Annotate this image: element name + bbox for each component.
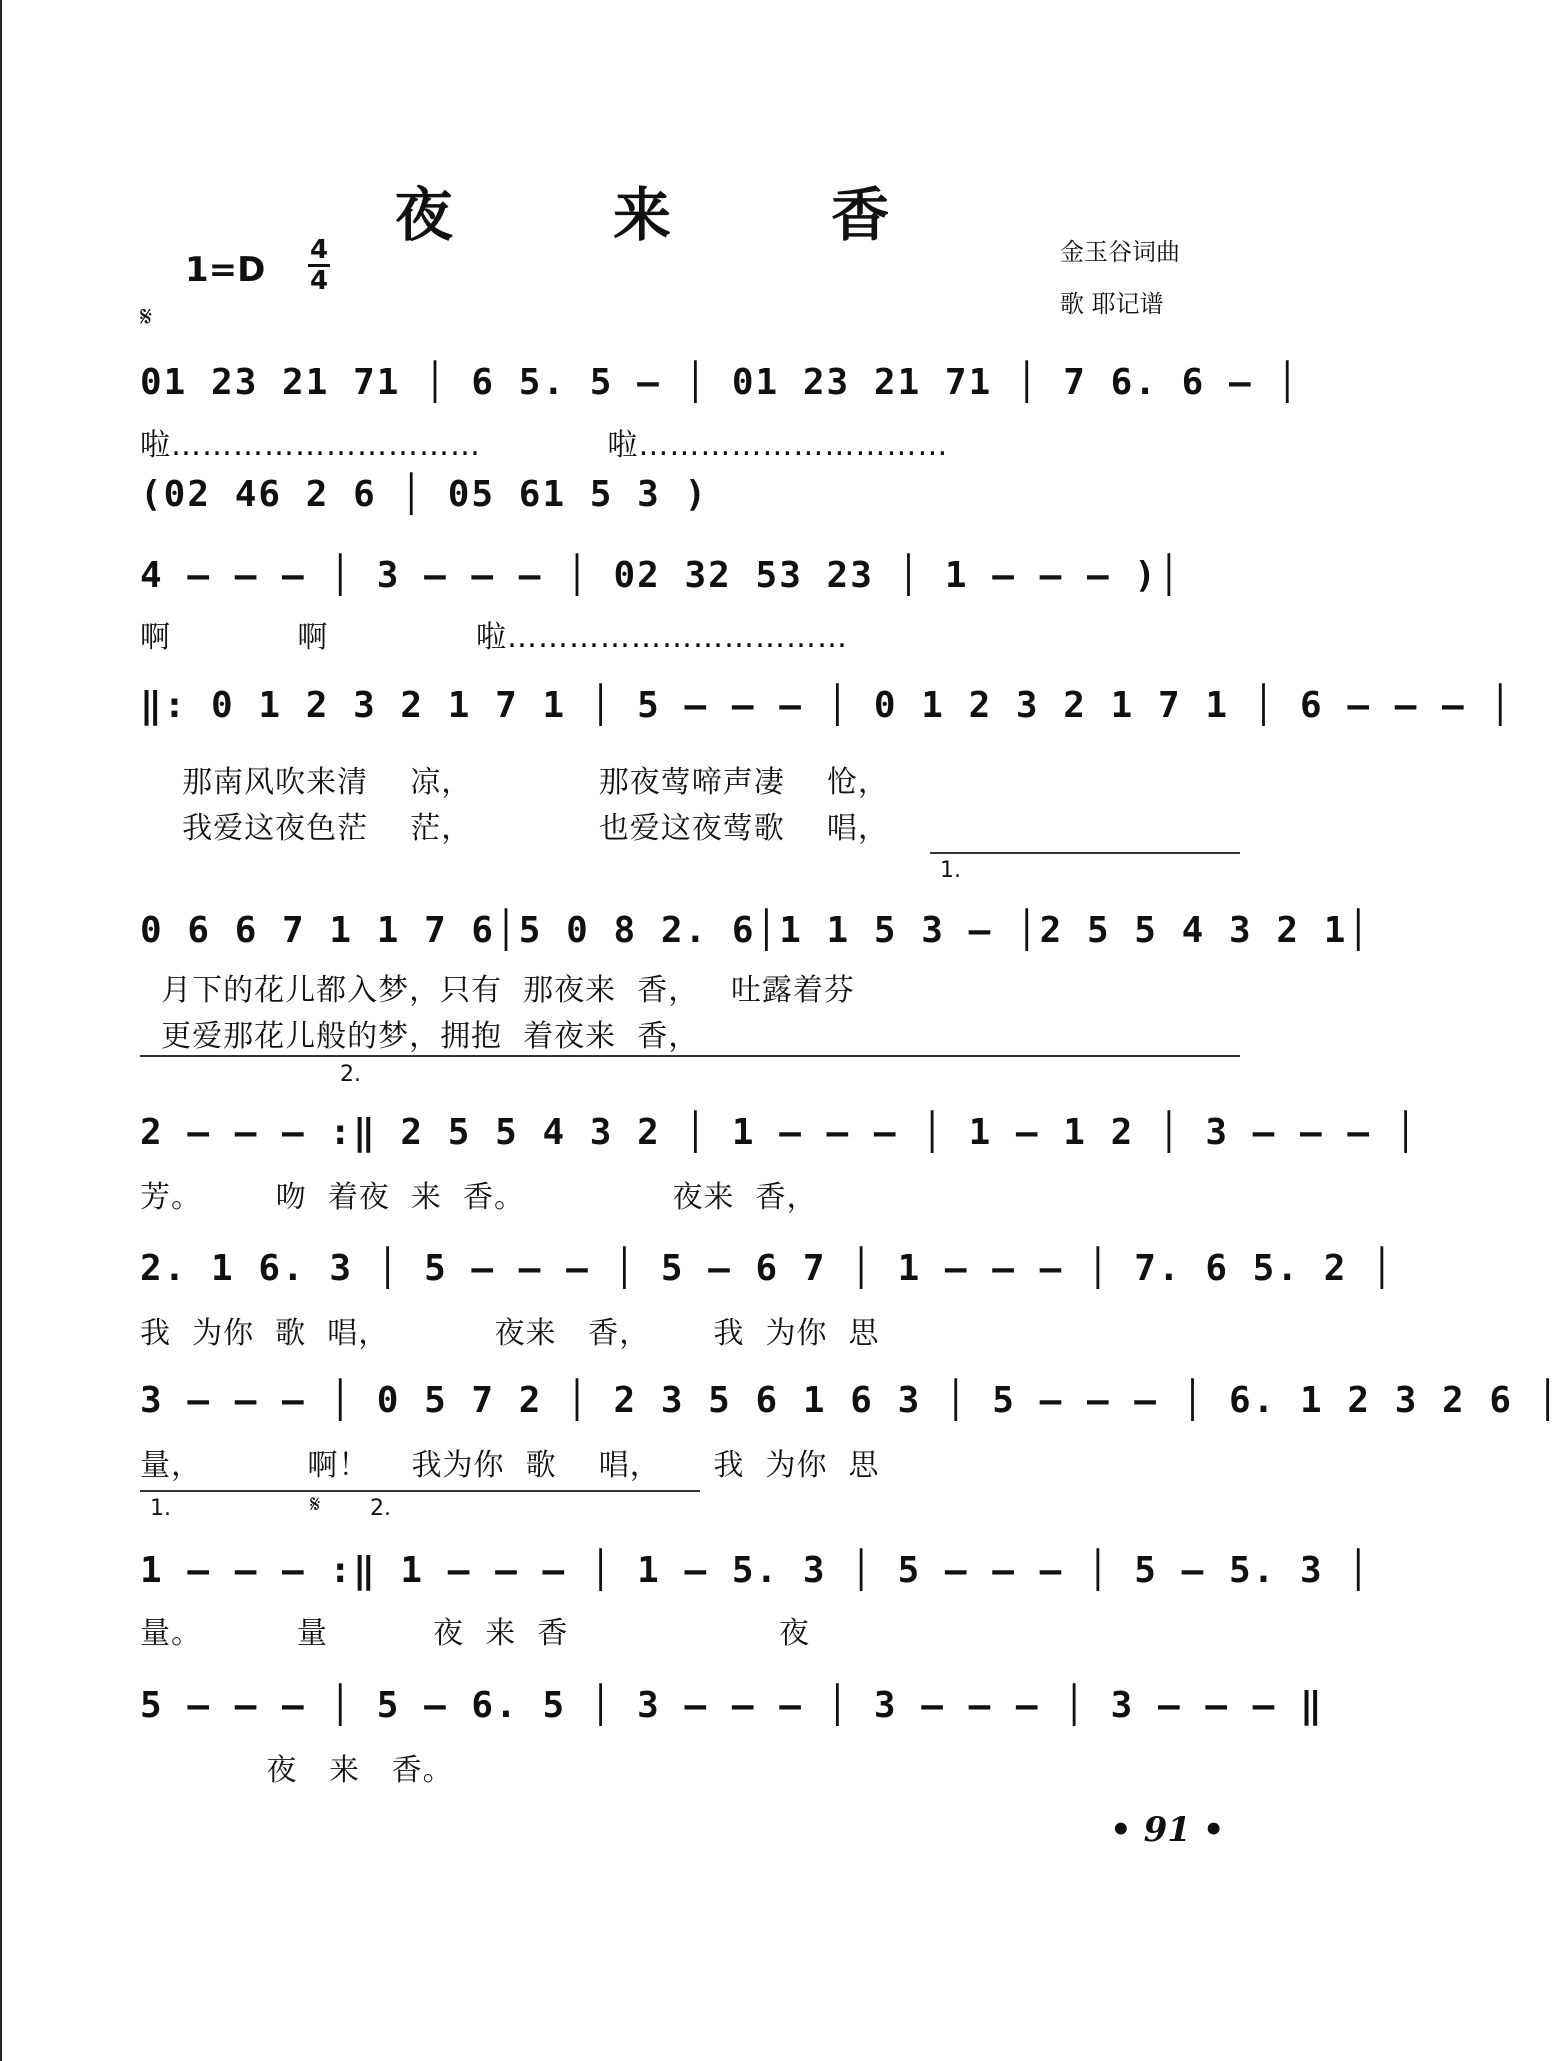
score-row-8: 3 – – – │ 0 5 7 2 │ 2 3 5 6 1 6 3 │ 5 – – – │ 6. 1 2 3 2 6 │ xyxy=(140,1380,1560,1421)
lyric-row-8: 量， 啊！ 我为你 歌 唱， 我 为你 思 xyxy=(140,1448,880,1483)
score-row-9: 1 – – – :‖ 1 – – – │ 1 – 5. 3 │ 5 – – – │ 5 – 5. 3 │ xyxy=(140,1550,1372,1591)
song-title: 夜 来 香 xyxy=(394,181,960,249)
score-row-4: ‖: 0 1 2 3 2 1 7 1 │ 5 – – – │ 0 1 2 3 2 1 7 1 │ 6 – – – │ xyxy=(140,685,1514,726)
page-edge-rule xyxy=(0,0,2,2061)
lyric-row-1: 啦………………………… 啦………………………… xyxy=(140,428,949,463)
score-row-2: (02 46 2 6 │ 05 61 5 3 ) xyxy=(140,474,709,515)
lyric-row-6: 芳。 吻 着夜 来 香。 夜来 香， xyxy=(140,1180,818,1215)
lyric-row-7: 我 为你 歌 唱， 夜来 香， 我 为你 思 xyxy=(140,1316,880,1351)
lyric-row-9: 量。 量 夜 来 香 夜 xyxy=(140,1616,811,1651)
time-signature-bottom: 4 xyxy=(309,266,329,296)
volta-2-label: 2. xyxy=(340,1062,361,1087)
section-divider xyxy=(140,1055,1240,1057)
segno-sign: 𝄋 xyxy=(140,300,153,333)
volta-line-lower xyxy=(140,1490,700,1492)
composer-credit: 金玉谷词曲 xyxy=(1060,238,1180,266)
score-row-1: 01 23 21 71 │ 6 5. 5 – │ 01 23 21 71 │ 7 6. 6 – │ xyxy=(140,362,1301,403)
lyric-row-5: 月下的花儿都入梦，只有 那夜来 香， 吐露着芬 更爱那花儿般的梦，拥抱 着夜来 香， xyxy=(161,973,855,1054)
score-row-6: 2 – – – :‖ 2 5 5 4 3 2 │ 1 – – – │ 1 – 1 2 │ 3 – – – │ xyxy=(140,1112,1419,1153)
lyric-row-10: 夜 来 香。 xyxy=(140,1753,454,1788)
segno-sign-lower: 𝄋 xyxy=(310,1490,321,1518)
key-signature: 1=D xyxy=(185,250,266,290)
time-signature-top: 4 xyxy=(309,235,329,265)
lyric-row-4: 那南风吹来清 凉， 那夜莺啼声凄 怆， 我爱这夜色茫 茫， 也爱这夜莺歌 唱， xyxy=(182,765,889,846)
volta-1-line xyxy=(930,852,1240,854)
score-row-5: 0 6 6 7 1 1 7 6│5 0 8 2. 6│1 1 5 3 – │2 5 5 4 3 2 1│ xyxy=(140,910,1372,951)
volta-1-label: 1. xyxy=(940,858,961,883)
time-signature xyxy=(308,236,330,295)
volta-2-label-lower: 2. xyxy=(370,1496,391,1521)
page-number: • 91 • xyxy=(1110,1810,1225,1850)
transcriber-credit: 歌 耶记谱 xyxy=(1060,290,1164,318)
volta-1-label-lower: 1. xyxy=(150,1496,171,1521)
lyric-row-3: 啊 啊 啦…………………………… xyxy=(140,620,848,655)
score-row-7: 2. 1 6. 3 │ 5 – – – │ 5 – 6 7 │ 1 – – – │ 7. 6 5. 2 │ xyxy=(140,1248,1395,1289)
score-row-10: 5 – – – │ 5 – 6. 5 │ 3 – – – │ 3 – – – │ 3 – – – ‖ xyxy=(140,1685,1324,1726)
score-row-3: 4 – – – │ 3 – – – │ 02 32 53 23 │ 1 – – – )│ xyxy=(140,555,1182,596)
